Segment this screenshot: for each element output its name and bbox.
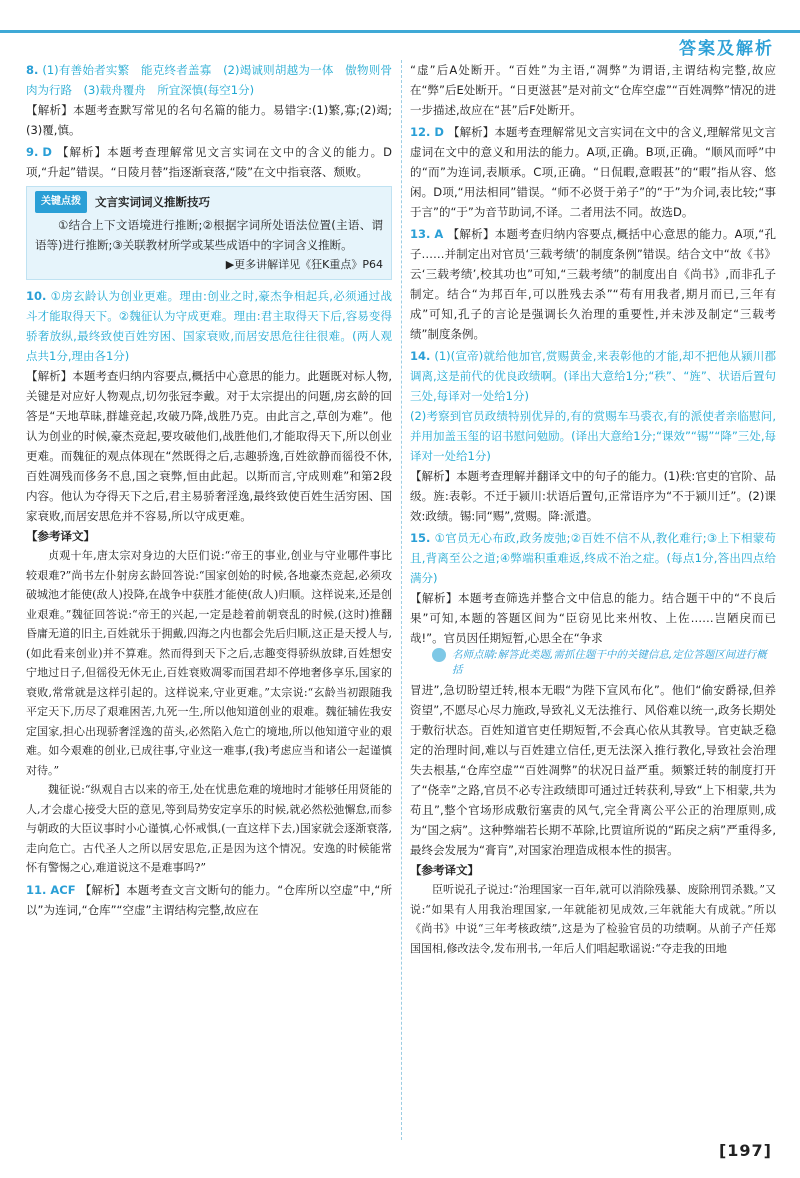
q11-number: 11. bbox=[26, 882, 47, 897]
q13-number: 13. bbox=[410, 227, 431, 241]
q15-number: 15. bbox=[410, 531, 431, 545]
teacher-note-text: 名师点睛:解答此类题,需抓住题干中的关键信息,定位答题区间进行概括 bbox=[452, 649, 767, 676]
page-number: [197] bbox=[718, 1141, 772, 1160]
q12 bbox=[410, 122, 776, 222]
q12-number: 12. bbox=[410, 125, 431, 139]
q14-answer-1-text: (1)(宣帝)就给他加官,赏赐黄金,来表彰他的才能,却不把他从颍川郡调离,这是前代的优良政绩啊。(译出大意给1分;“秩”、“旌”、状语后置句三处,每译对一处给1分) bbox=[410, 349, 776, 403]
q15-analysis-part-1: 【解析】本题考查筛选并整合文中信息的能力。结合题干中的“不良后果”可知,本题的答题区间为“臣窃见比来州牧、上佐……岂陋戾而已哉!”。官员因任期短暂,心思全在“争求 bbox=[410, 591, 776, 645]
q14-answer-2: (2)考察到官员政绩特别优异的,有的赏赐车马裘衣,有的派使者亲临慰问,并用加盖玉玺的诏书慰问勉励。(译出大意给1分;“课效”“锡”“降”三处,每译对一处给1分) bbox=[410, 409, 776, 463]
key-tip-header bbox=[35, 191, 383, 213]
key-tip-title: 文言实词词义推断技巧 bbox=[95, 195, 210, 209]
key-tip-body: ①结合上下文语境进行推断;②根据字词所处语法位置(主语、谓语等)进行推断;③关联教材所学或某些成语中的字词含义推断。 bbox=[35, 218, 383, 252]
top-rule bbox=[0, 30, 800, 33]
q10-answer bbox=[26, 286, 392, 366]
q10-translation-paragraph-1: 贞观十年,唐太宗对身边的大臣们说:“帝王的事业,创业与守业哪件事比较艰难?”尚书左仆射房玄龄回答说:“国家创始的时候,各地豪杰竞起,必须攻破城池才能使(敌人)投降,在战争中获胜才能使(敌人)归顺。这样说来,还是创业艰难。”魏征回答说:“帝王的兴起,一定是趁着前朝衰乱的时候,(这时)推翻昏庸无道的旧主,百姓就乐于拥戴,四海之内也都会先后归顺,这正是天授人与,(如此看来创业)并不算难。然而得到天下之后,志趣变得骄纵放肆,百姓想安宁地过日子,但徭役无休无止,百姓衰败凋零而国君却不停地奢侈享乐,国家的衰败,常常就是这样引起的。这样说来,守业更难。”太宗说:“玄龄当初跟随我平定天下,历尽了艰难困苦,九死一生,所以他知道创业的艰难。魏征辅佐我安定国家,担心出现骄奢淫逸的苗头,必然陷入危亡的境地,所以他知道守业的艰难。如今艰难的创业,已成往事,守业这一难事,(我)考虑应当和诸公一起谨慎对待。” bbox=[26, 549, 392, 777]
q11-choice: ACF bbox=[50, 882, 76, 897]
q8-analysis: 【解析】本题考查默写常见的名句名篇的能力。易错字:(1)繁,寡;(2)竭;(3)覆,慎。 bbox=[26, 103, 392, 137]
q10-translation-heading: 【参考译文】 bbox=[26, 529, 95, 543]
q15-answer-text: ①官员无心布政,政务废弛;②百姓不信不从,教化难行;③上下相蒙苟且,背离至公之道;④弊端积重难返,终成不治之症。(每点1分,答出四点给满分) bbox=[410, 531, 776, 585]
key-tip-badge: 关键点拨 bbox=[35, 191, 87, 213]
q11-analysis: 【解析】本题考查文言文断句的能力。“仓库所以空虚”中,“所以”为连词,“仓库”“空虚”主谓结构完整,故应在 bbox=[26, 882, 392, 917]
q9 bbox=[26, 142, 392, 182]
q11-analysis-continued: “虚”后A处断开。“百姓”为主语,“凋弊”为谓语,主谓结构完整,故应在“弊”后E处断开。“日更滋甚”是对前文“仓库空虚”“百姓凋弊”情况的进一步描述,故应在“甚”后F处断开。 bbox=[410, 63, 776, 117]
q14-answer-1 bbox=[410, 346, 776, 406]
q9-analysis: 【解析】本题考查理解常见文言实词在文中的含义的能力。D项,“升起”错误。“日陵月替”指逐渐衰落,“陵”在文中指衰落、颓败。 bbox=[26, 145, 392, 179]
q8-answer bbox=[26, 60, 392, 100]
q8-answer-text: (1)有善始者实繁 能克终者盖寡 (2)竭诚则胡越为一体 傲物则骨肉为行路 (3)载舟覆舟 所宜深慎(每空1分) bbox=[26, 63, 392, 97]
q10-analysis: 【解析】本题考查归纳内容要点,概括中心意思的能力。此题既对标人物,关键是对应好人物观点,切勿张冠李戴。对于太宗提出的问题,房玄龄的回答是“天地草昧,群雄竞起,攻破乃降,战胜乃克。由此言之,草创为难”。他认为创业的时候,豪杰竞起,要攻破他们,战胜他们,才能取得天下,所以创业更难。而魏征的观点体现在“然既得之后,志趣骄逸,百姓欲静而徭役不休,百姓凋残而侈务不息,国之衰弊,恒由此起。以斯而言,守成则难”和第2段内容。他认为夺得天下之后,君主易骄奢淫逸,最终致使百姓生活穷困、国家衰败,而居安思危并不容易,所以守成更难。 bbox=[26, 369, 392, 523]
q10-answer-text: ①房玄龄认为创业更难。理由:创业之时,豪杰争相起兵,必须通过战斗才能取得天下。②魏征认为守成更难。理由:君主取得天下后,容易变得骄奢放纵,最终致使百姓穷困、国家衰败,而居安思危往往很难。(两人观点共1分,理由各1分) bbox=[26, 289, 392, 363]
q9-choice: D bbox=[42, 145, 52, 159]
column-divider bbox=[401, 60, 403, 1140]
q11 bbox=[26, 880, 392, 920]
lightbulb-icon bbox=[432, 648, 446, 662]
q15-analysis-part-2: 冒进”,急切盼望迁转,根本无暇“为陛下宣风布化”。他们“偷安爵禄,但养资望”,不愿尽心尽力施政,导致礼义无法推行、风俗难以统一,政务长期处于敷衍状态。百姓知道官吏任期短暂,不会真心依从其教导。官吏缺乏稳定的治理时间,难以与百姓建立信任,更无法深入推行教化,导致社会治理失去根基,“仓库空虚”“百姓凋弊”的状况日益严重。频繁迁转的制度打开了“侥幸”之路,官员不必专注政绩即可通过迁转获利,导致“上下相蒙,共为苟且”,整个官场形成敷衍塞责的风气,完全背离公平公正的治理原则,成为“国之病”。这种弊端若长期不革除,比贾谊所说的“跖戾之病”严重得多,最终会发展为“膏肓”,对国家治理造成根本性的损害。 bbox=[410, 683, 776, 857]
q9-number: 9. bbox=[26, 145, 39, 159]
q8-number: 8. bbox=[26, 63, 39, 77]
q15-answer bbox=[410, 528, 776, 588]
q13-analysis: 【解析】本题考查归纳内容要点,概括中心意思的能力。A项,“孔子……并制定出对官员‘三载考绩’的制度条例”错误。结合文中“故《书》云‘三载考绩’,校其功也”可知,“三载考绩”的制度出自《尚书》,而非孔子制定。结合“为邦百年,可以胜残去杀”“苟有用我者,期月而已,三年有成”可知,孔子的言论是强调长久治理的重要性,并未涉及制定“三载考绩”制度条例。 bbox=[410, 227, 776, 341]
q10-translation-paragraph-2: 魏征说:“纵观自古以来的帝王,处在忧患危难的境地时才能够任用贤能的人,才会虚心接受大臣的意见,等到局势安定享乐的时候,就必然松弛懈怠,而参与朝政的大臣议事时小心谨慎,心怀戒惧,(一直这样下去,)国家就会逐渐衰落,走向危亡。古代圣人之所以居安思危,正是因为这个情况。安逸的时候能常怀有警惕之心,难道说这不是难事吗?” bbox=[26, 783, 392, 874]
left-column bbox=[26, 60, 392, 920]
q15-translation-heading: 【参考译文】 bbox=[410, 863, 479, 877]
q15-translation-paragraph: 臣听说孔子说过:“治理国家一百年,就可以消除残暴、废除刑罚杀戮。”又说:“如果有人用我治理国家,一年就能初见成效,三年就能大有成就。”所以《尚书》中说“三年考核政绩”,这是为了检验官员的功绩啊。从前子产任郑国国相,修改法令,发布刑书,一年后人们唱起歌谣说:“夺走我的田地 bbox=[410, 883, 776, 955]
right-column bbox=[410, 60, 776, 958]
page-header-title: 答案及解析 bbox=[679, 39, 774, 59]
teacher-note bbox=[410, 648, 776, 680]
q13-choice: A bbox=[434, 227, 444, 241]
q12-analysis: 【解析】本题考查理解常见文言实词在文中的含义,理解常见文言虚词在文中的意义和用法的能力。A项,正确。B项,正确。“顺风而呼”中的“而”为连词,表顺承。C项,正确。“日侃暇,意暇甚”的“暇”指从容、悠闲。D项,“用法相同”错误。“师不必贤于弟子”的“于”为介词,表比较;“事于言”的“于”为音节助词,不译。二者用法不同。故选D。 bbox=[410, 125, 776, 219]
q10-number: 10. bbox=[26, 289, 47, 303]
key-tip-reference: ▶更多讲解详见《狂K重点》P64 bbox=[225, 258, 383, 271]
q13 bbox=[410, 224, 776, 344]
q12-choice: D bbox=[434, 125, 444, 139]
q14-analysis: 【解析】本题考查理解并翻译文中的句子的能力。(1)秩:官吏的官阶、品级。旌:表彰。不迁于颍川:状语后置句,正常语序为“不于颍川迁”。(2)课效:政绩。锡:同“赐”,赏赐。降:派遣。 bbox=[410, 469, 776, 523]
key-tip-box bbox=[26, 186, 392, 280]
q14-number: 14. bbox=[410, 349, 431, 363]
